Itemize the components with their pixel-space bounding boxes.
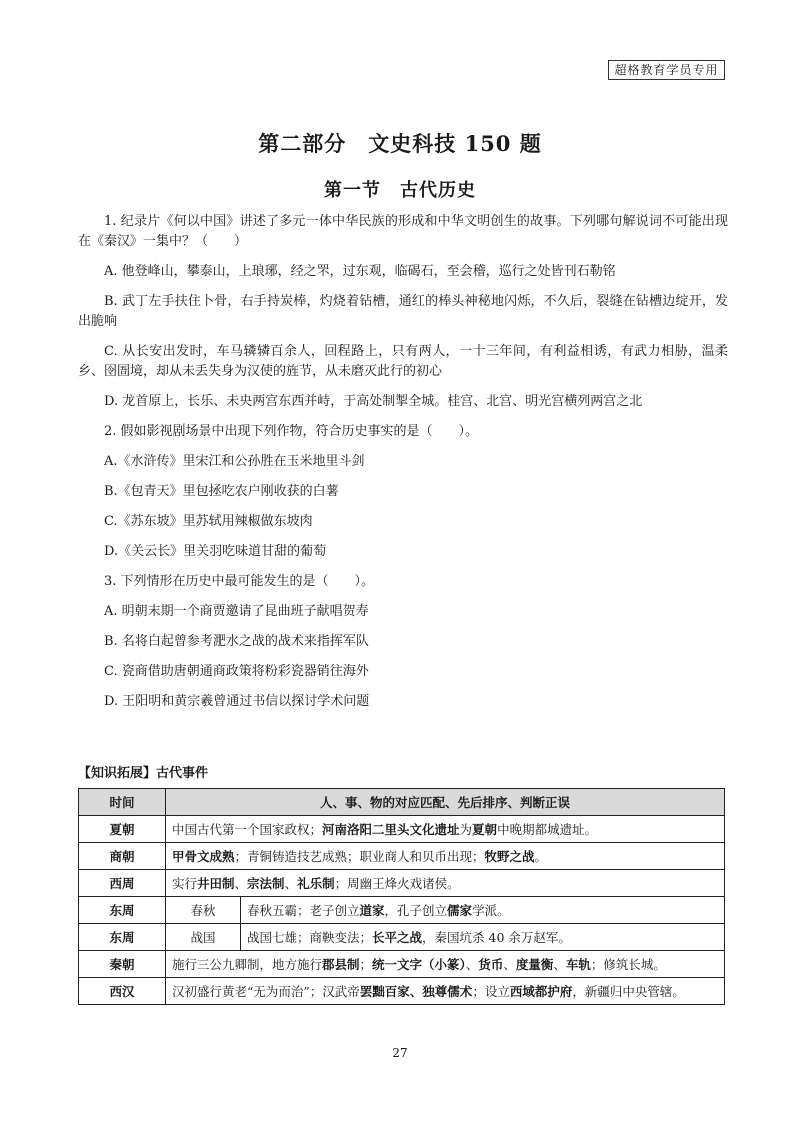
- desc-cell: 春秋五霸；老子创立道家，孔子创立儒家学派。: [241, 897, 725, 924]
- question-1-option-b: B. 武丁左手扶住卜骨，右手持炭棒，灼烧着钻槽，通红的棒头神秘地闪烁，不久后，裂缝在钻槽边绽开，发出脆响: [78, 294, 728, 329]
- era-cell: 商朝: [79, 843, 166, 870]
- question-1-option-c: C. 从长安出发时，车马辚辚百余人，回程路上，只有两人，一十三年间，有利益相诱，有武力相胁，温柔乡、囹圄境，却从未丢失身为汉使的旌节，从未磨灭此行的初心: [78, 344, 728, 379]
- question-3-option-a: A. 明朝末期一个商贾邀请了昆曲班子献唱贺寿: [104, 604, 369, 619]
- desc-cell: 中国古代第一个国家政权；河南洛阳二里头文化遗址为夏朝中晚期都城遗址。: [166, 816, 725, 843]
- table-header-row: [79, 789, 725, 816]
- header-description: 人、事、物的对应匹配、先后排序、判断正误: [166, 789, 725, 816]
- era-cell: 秦朝: [79, 951, 166, 978]
- question-2-stem: 2. 假如影视剧场景中出现下列作物，符合历史事实的是（ ）。: [104, 424, 479, 439]
- student-use-stamp: 超格教育学员专用: [608, 60, 725, 80]
- question-2-option-d: D.《关云长》里关羽吃味道甘甜的葡萄: [104, 544, 327, 559]
- part-title: 第二部分 文史科技 150 题: [258, 131, 542, 156]
- question-3-stem: 3. 下列情形在历史中最可能发生的是（ ）。: [104, 574, 375, 589]
- knowledge-extension-title: 【知识拓展】古代事件: [78, 766, 209, 781]
- desc-cell: 战国七雄；商鞅变法；长平之战，秦国坑杀 40 余万赵军。: [241, 924, 725, 951]
- question-2-option-c: C.《苏东坡》里苏轼用辣椒做东坡肉: [104, 514, 313, 529]
- era-cell: 东周: [79, 924, 166, 951]
- table-row-shang: [79, 843, 725, 870]
- table-row-chunqiu: [79, 897, 725, 924]
- table-row-xizhou: [79, 870, 725, 897]
- question-2-option-b: B.《包青天》里包拯吃农户刚收获的白薯: [104, 484, 339, 499]
- ancient-events-table: [78, 788, 725, 1005]
- section-title: 第一节 古代历史: [324, 180, 476, 201]
- question-3-option-c: C. 瓷商借助唐朝通商政策将粉彩瓷器销往海外: [104, 664, 369, 679]
- desc-cell: 甲骨文成熟；青铜铸造技艺成熟；职业商人和贝币出现；牧野之战。: [166, 843, 725, 870]
- question-3-option-b: B. 名将白起曾参考淝水之战的战术来指挥军队: [104, 634, 369, 649]
- sub-era-cell: 春秋: [166, 897, 241, 924]
- question-3-option-d: D. 王阳明和黄宗羲曾通过书信以探讨学术问题: [104, 694, 370, 709]
- table-row-qin: [79, 951, 725, 978]
- table-row-zhanguo: [79, 924, 725, 951]
- desc-cell: 施行三公九卿制，地方施行郡县制；统一文字（小篆）、货币、度量衡、车轨；修筑长城。: [166, 951, 725, 978]
- era-cell: 东周: [79, 897, 166, 924]
- question-1-stem: 1. 纪录片《何以中国》讲述了多元一体中华民族的形成和中华文明创生的故事。下列哪句解说词不可能出现在《秦汉》一集中？（ ）: [78, 214, 728, 249]
- desc-cell: 实行井田制、宗法制、礼乐制；周幽王烽火戏诸侯。: [166, 870, 725, 897]
- era-cell: 西周: [79, 870, 166, 897]
- era-cell: 夏朝: [79, 816, 166, 843]
- table-row-xia: [79, 816, 725, 843]
- question-1-option-d: D. 龙首原上，长乐、未央两宫东西并峙，于高处制掣全城。桂宫、北宫、明光宫横列两宫之北: [104, 394, 643, 409]
- table-row-xihan: [79, 978, 725, 1005]
- header-time: 时间: [79, 789, 166, 816]
- desc-cell: 汉初盛行黄老“无为而治”；汉武帝罢黜百家、独尊儒术；设立西域都护府，新疆归中央管辖。: [166, 978, 725, 1005]
- question-2-option-a: A.《水浒传》里宋江和公孙胜在玉米地里斗剑: [104, 454, 365, 469]
- questions-block: [78, 212, 728, 722]
- sub-era-cell: 战国: [166, 924, 241, 951]
- question-1-option-a: A. 他登峰山，攀泰山，上琅琊，经之罘，过东观，临碣石，至会稽，巡行之处皆刊石勒铭: [104, 264, 616, 279]
- era-cell: 西汉: [79, 978, 166, 1005]
- page-number: 27: [392, 1046, 408, 1060]
